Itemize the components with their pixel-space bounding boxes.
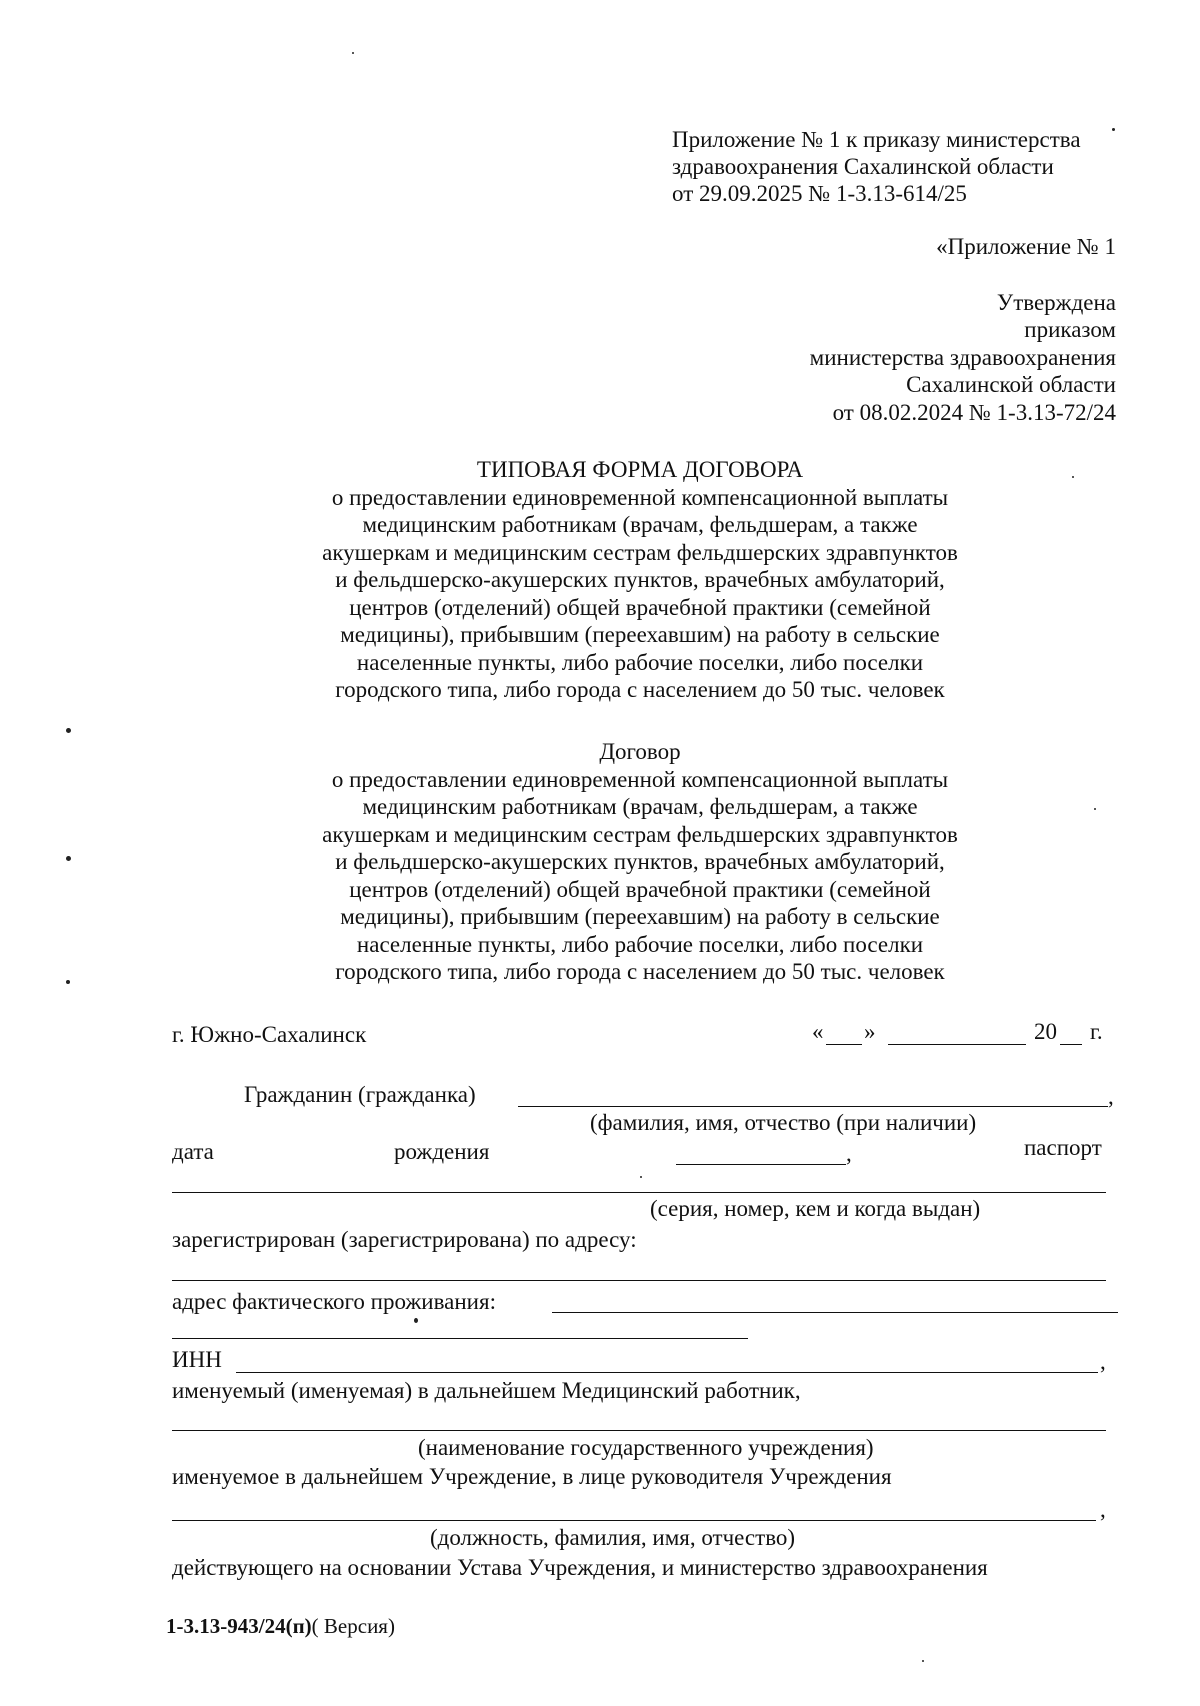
form-title-heading: ТИПОВАЯ ФОРМА ДОГОВОРА: [476, 457, 804, 482]
fio-hint: (фамилия, имя, отчество (при наличии): [590, 1110, 977, 1135]
passport-word: паспорт: [1024, 1135, 1102, 1160]
approval-line-4: Сахалинской области: [906, 372, 1116, 397]
form-title-line: о предоставлении единовременной компенсационной выплаты: [331, 485, 949, 510]
date-quote-open: «: [812, 1019, 824, 1044]
citizen-name-field[interactable]: [518, 1106, 1108, 1107]
birth-word-birth: рождения: [394, 1139, 490, 1164]
scan-speck: [66, 728, 71, 733]
contract-title-line: городского типа, либо города с населением до 50 тыс. человек: [335, 959, 945, 984]
header-line-3: от 29.09.2025 № 1-3.13-614/25: [672, 181, 967, 206]
actual-address-field-2[interactable]: [172, 1338, 748, 1339]
contract-title-heading: Договор: [599, 739, 681, 764]
passport-hint: (серия, номер, кем и когда выдан): [650, 1196, 981, 1221]
form-title-line: и фельдшерско-акушерских пунктов, врачебных амбулаторий,: [335, 567, 945, 592]
named-institution-text: именуемое в дальнейшем Учреждение, в лице руководителя Учреждения: [172, 1464, 892, 1489]
institution-hint: (наименование государственного учреждения): [418, 1435, 874, 1460]
contract-title-line: населенные пункты, либо рабочие поселки, либо поселки: [356, 932, 924, 957]
contract-title-line: о предоставлении единовременной компенсационной выплаты: [331, 767, 949, 792]
named-worker-text: именуемый (именуемая) в дальнейшем Медицинский работник,: [172, 1378, 801, 1403]
scan-speck: [66, 856, 71, 861]
comma: ,: [1100, 1497, 1106, 1522]
scan-speck: [414, 1318, 418, 1323]
year-suffix: г.: [1090, 1019, 1103, 1044]
inn-field[interactable]: [236, 1372, 1098, 1373]
contract-title-line: медицинским работникам (врачам, фельдшерам, а также: [362, 794, 918, 819]
birth-word-date: дата: [172, 1139, 214, 1164]
form-title-line: медицины), прибывшим (переехавшим) на работу в сельские: [340, 622, 940, 647]
date-quote-close: »: [864, 1019, 876, 1044]
year-prefix: 20: [1034, 1019, 1057, 1044]
actual-address-field[interactable]: [552, 1312, 1118, 1313]
footer-doc-number: 1-3.13-943/24(п): [166, 1614, 312, 1638]
month-blank[interactable]: [888, 1044, 1026, 1045]
scan-speck: [1072, 476, 1074, 478]
passport-field[interactable]: [172, 1192, 1106, 1193]
contract-title-line: медицины), прибывшим (переехавшим) на работу в сельские: [340, 904, 940, 929]
header-line-2: здравоохранения Сахалинской области: [672, 154, 1054, 179]
header-line-1: Приложение № 1 к приказу министерства: [672, 127, 1081, 152]
day-blank[interactable]: [826, 1044, 862, 1045]
form-title-line: медицинским работникам (врачам, фельдшерам, а также: [362, 512, 918, 537]
form-title-line: акушеркам и медицинским сестрам фельдшерских здравпунктов: [322, 540, 958, 565]
contract-title-line: и фельдшерско-акушерских пунктов, врачебных амбулаторий,: [335, 849, 945, 874]
form-title-line: центров (отделений) общей врачебной практики (семейной: [349, 595, 931, 620]
footer-version: ( Версия): [311, 1614, 395, 1638]
comma: ,: [1108, 1084, 1114, 1109]
acting-basis-text: действующего на основании Устава Учреждения, и министерство здравоохранения: [172, 1555, 988, 1580]
scan-speck: [352, 52, 354, 54]
citizen-label: Гражданин (гражданка): [244, 1082, 476, 1107]
year-blank[interactable]: [1060, 1044, 1082, 1045]
position-hint: (должность, фамилия, имя, отчество): [430, 1525, 796, 1550]
registered-label: зарегистрирован (зарегистрирована) по адресу:: [172, 1227, 637, 1252]
approval-line-1: Утверждена: [996, 290, 1116, 315]
approval-line-2: приказом: [1024, 317, 1116, 342]
head-position-field[interactable]: [172, 1520, 1096, 1521]
registered-address-field[interactable]: [172, 1280, 1106, 1281]
footer-doc-ref: [166, 1612, 395, 1640]
comma: ,: [1100, 1349, 1106, 1374]
form-title-line: населенные пункты, либо рабочие поселки, либо поселки: [356, 650, 924, 675]
contract-title-line: центров (отделений) общей врачебной практики (семейной: [349, 877, 931, 902]
institution-field[interactable]: [172, 1430, 1106, 1431]
inn-label: ИНН: [172, 1347, 222, 1372]
scan-speck: [640, 1176, 642, 1178]
birth-date-field[interactable]: [676, 1164, 846, 1165]
actual-address-label: адрес фактического проживания:: [172, 1289, 496, 1314]
approval-line-3: министерства здравоохранения: [809, 345, 1116, 370]
form-title-line: городского типа, либо города с населением до 50 тыс. человек: [335, 677, 945, 702]
appendix-label: «Приложение № 1: [936, 234, 1116, 259]
city-label: г. Южно-Сахалинск: [172, 1022, 367, 1047]
scan-speck: [1094, 808, 1096, 810]
comma: ,: [846, 1141, 852, 1166]
scan-speck: [922, 1660, 924, 1662]
scan-speck: [66, 980, 70, 984]
contract-title-line: акушеркам и медицинским сестрам фельдшерских здравпунктов: [322, 822, 958, 847]
scan-speck: [1112, 128, 1115, 131]
approval-line-5: от 08.02.2024 № 1-3.13-72/24: [832, 400, 1116, 425]
